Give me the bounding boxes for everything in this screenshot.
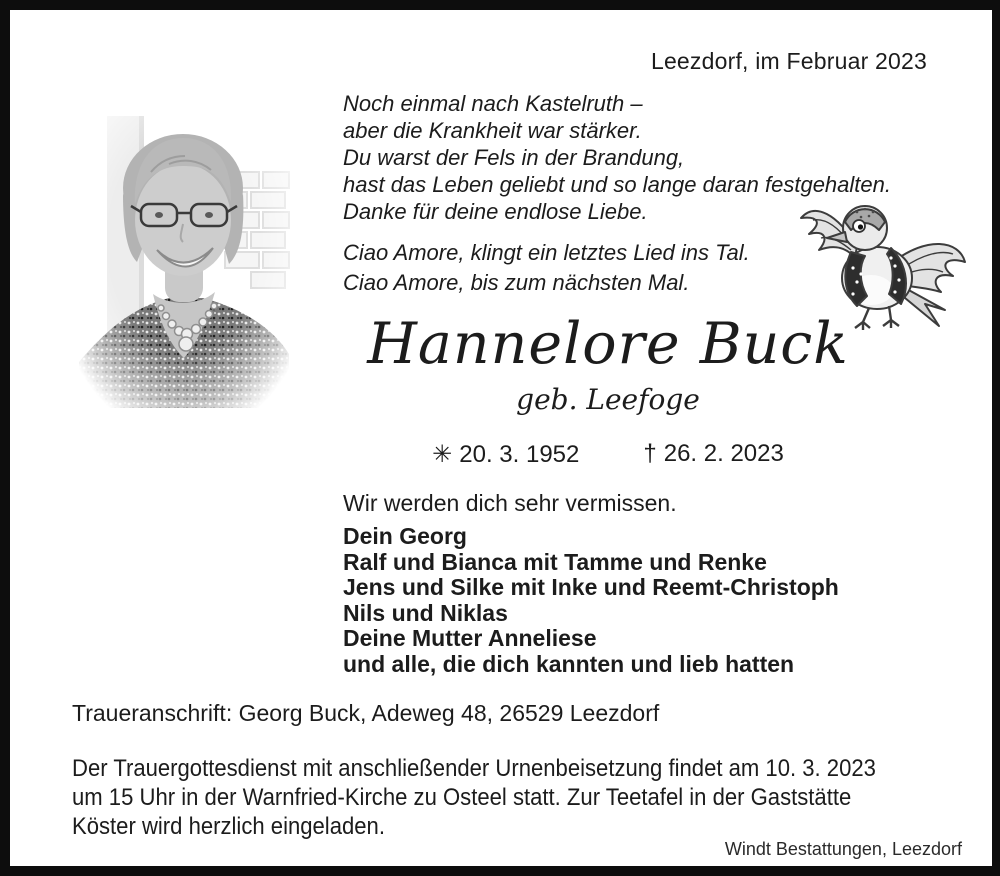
cross-icon: † — [643, 440, 657, 467]
life-dates — [333, 440, 883, 469]
mourner-line: Nils und Niklas — [343, 599, 508, 626]
funeral-home-credit: Windt Bestattungen, Leezdorf — [724, 839, 962, 859]
birth-date: ✳ 20. 3. 1952 — [432, 441, 580, 468]
mourner-line: Jens und Silke mit Inke und Reemt-Christoph — [343, 574, 839, 600]
portrait-illustration — [73, 86, 295, 408]
poem-line: Du warst der Fels in der Brandung, — [343, 145, 685, 170]
poem-line: aber die Krankheit war stärker. — [343, 118, 642, 143]
poem-line: Noch einmal nach Kastelruth – — [343, 91, 643, 116]
poem-line: Danke für deine endlose Liebe. — [343, 199, 648, 224]
poem-line: hast das Leben geliebt und so lange daran festgehalten. — [343, 172, 891, 197]
refrain-line: Ciao Amore, klingt ein letztes Lied ins Tal. — [343, 240, 750, 265]
mourner-line: und alle, die dich kannten und lieb hatten — [343, 650, 795, 677]
service-details — [72, 754, 876, 841]
farewell-line: Wir werden dich sehr vermissen. — [343, 490, 677, 516]
mourning-address: Traueranschrift: Georg Buck, Adeweg 48, 26529 Leezdorf — [72, 700, 660, 726]
poem-refrain — [343, 238, 750, 298]
portrait-photo — [73, 86, 295, 408]
service-line: Der Trauergottesdienst mit anschließender Urnenbeisetzung findet am 10. 3. 2023 — [72, 755, 876, 782]
mourner-line: Ralf und Bianca mit Tamme und Renke — [343, 548, 767, 575]
obituary-notice — [10, 10, 992, 866]
death-date: † 26. 2. 2023 — [643, 440, 784, 467]
mourner-line: Dein Georg — [343, 523, 467, 549]
deceased-name: Hannelore Buck — [367, 311, 849, 377]
dateline: Leezdorf, im Februar 2023 — [650, 48, 927, 74]
mourner-line: Deine Mutter Anneliese — [343, 625, 597, 651]
refrain-line: Ciao Amore, bis zum nächsten Mal. — [343, 270, 690, 295]
mourners-list — [343, 524, 839, 677]
service-line: Köster wird herzlich eingeladen. — [72, 813, 385, 840]
deceased-name-block — [333, 308, 883, 418]
maiden-name: geb. Leefoge — [516, 383, 700, 416]
born-star-icon: ✳ — [432, 441, 453, 468]
service-line: um 15 Uhr in der Warnfried-Kirche zu Osteel statt. Zur Teetafel in der Gaststätte — [72, 784, 852, 811]
